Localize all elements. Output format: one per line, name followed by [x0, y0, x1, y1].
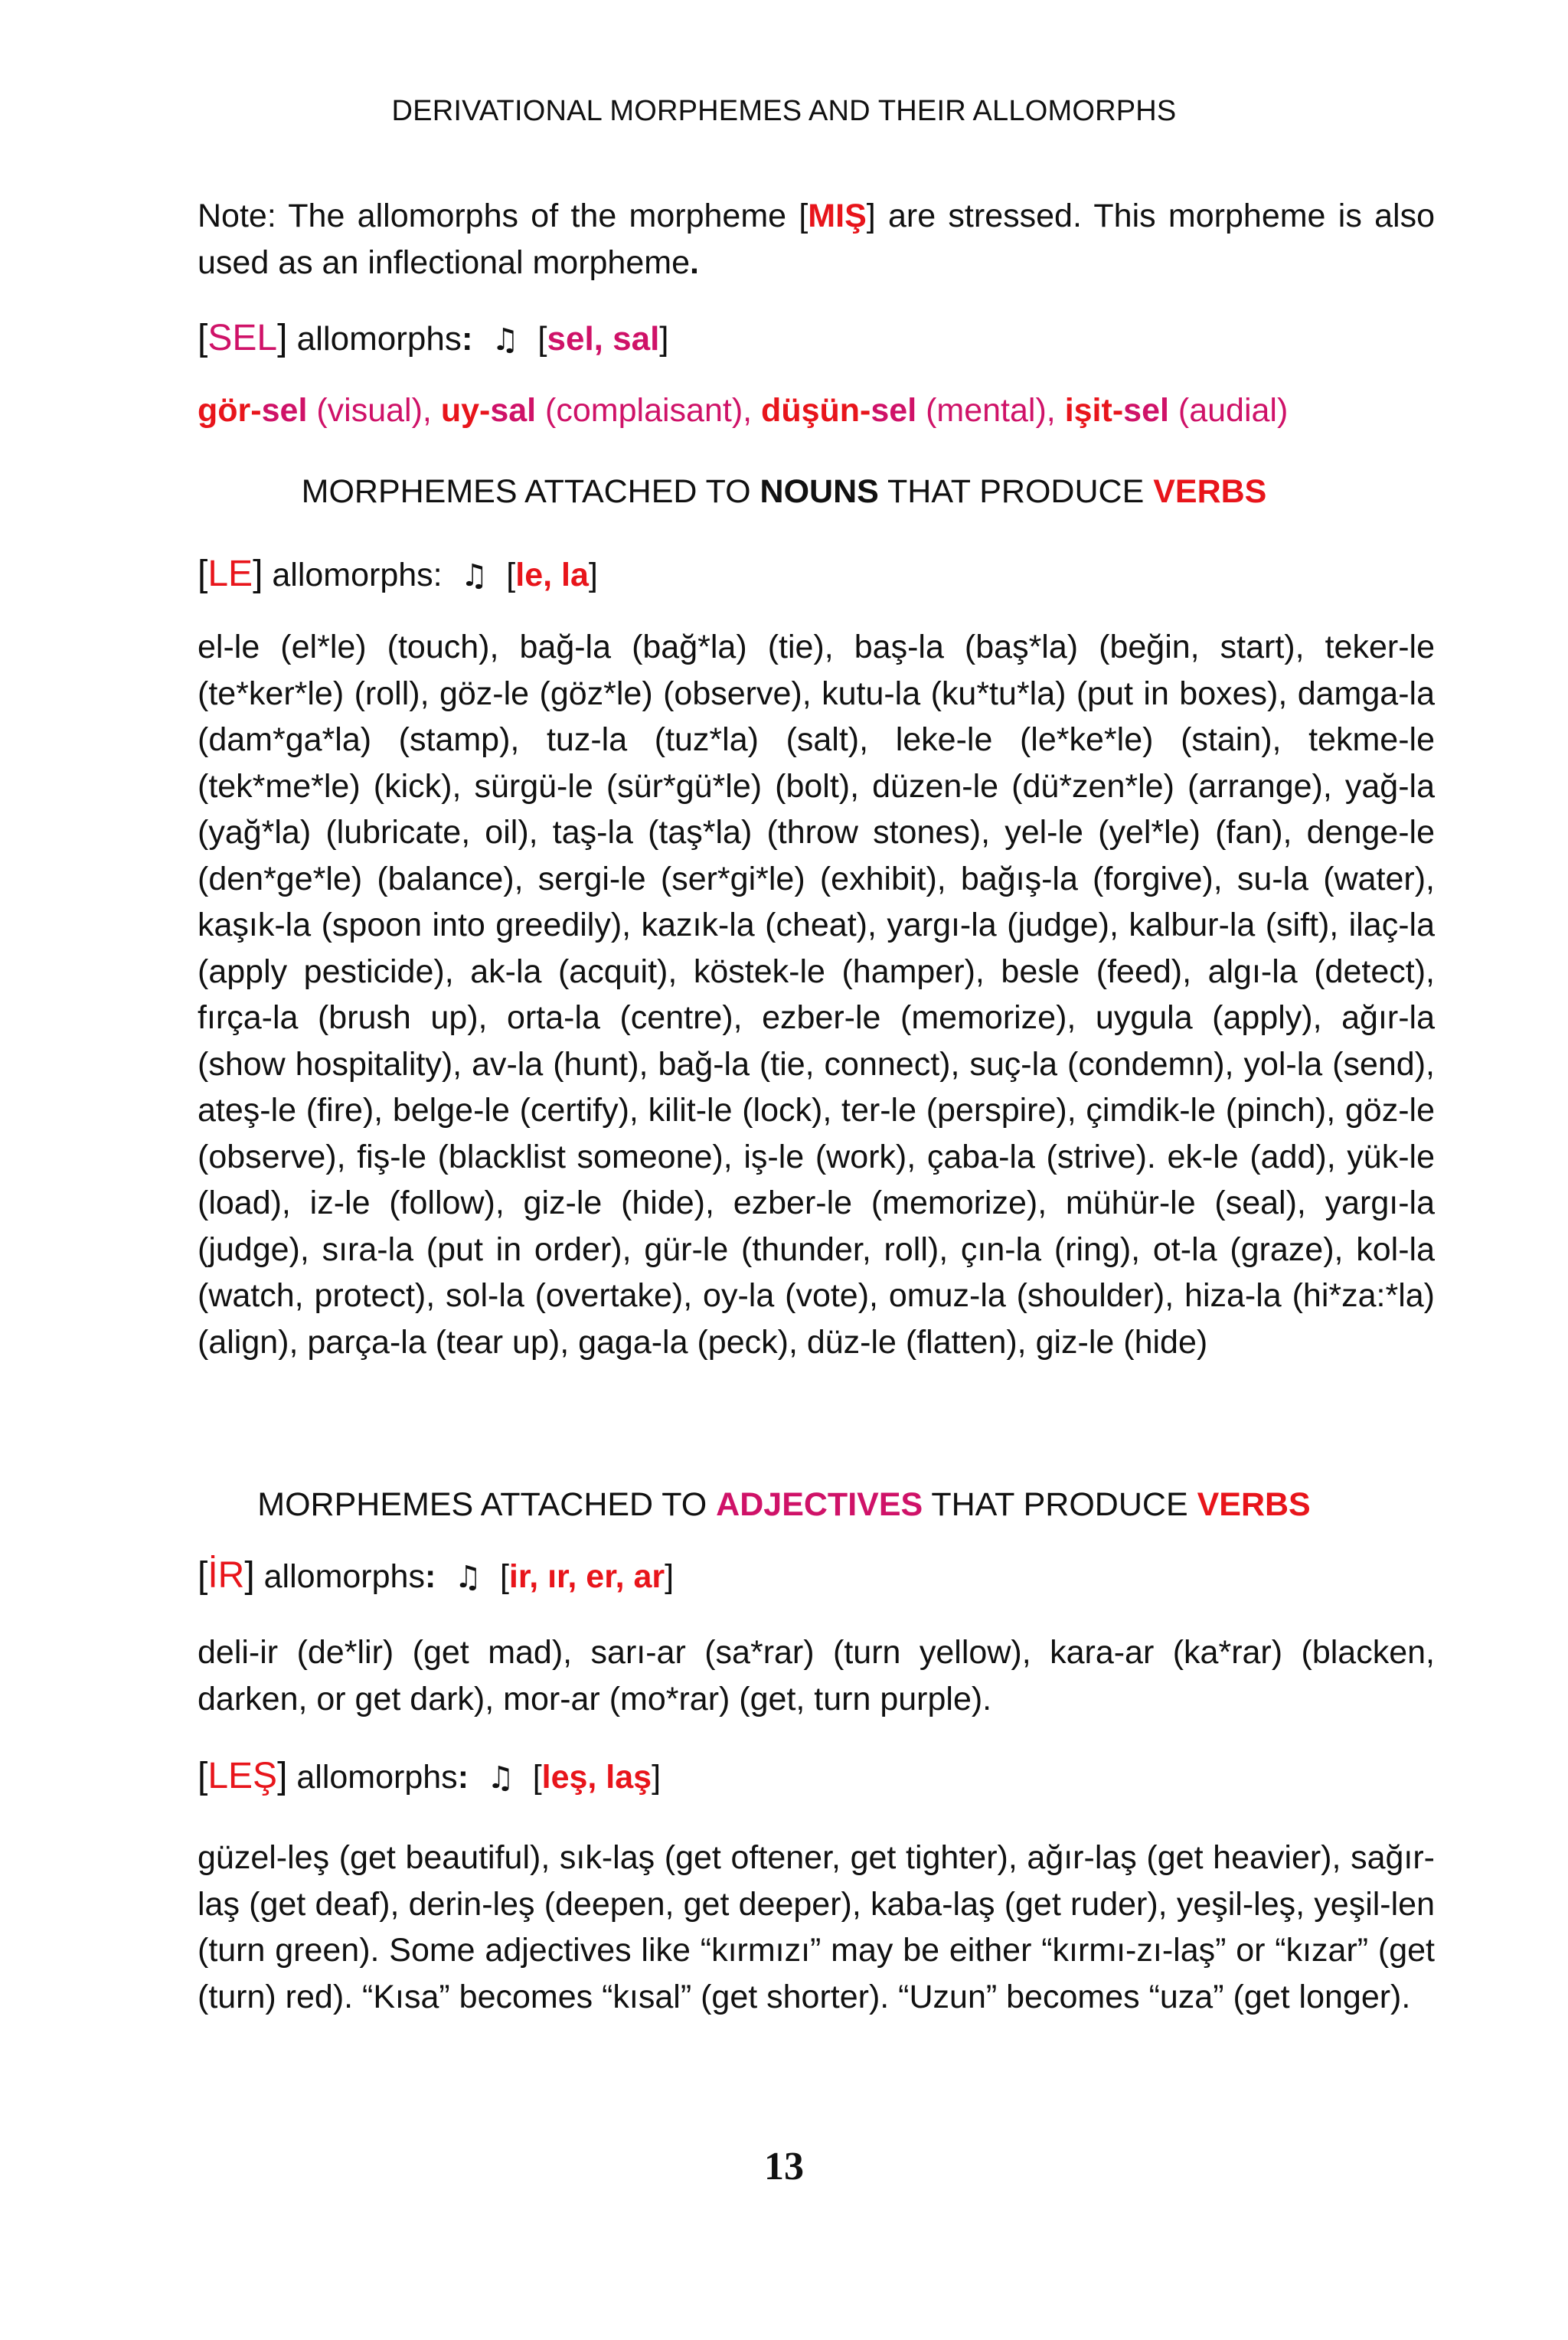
- le-allomorphs: le, la: [515, 557, 589, 593]
- morpheme-les: LEŞ: [207, 1756, 278, 1796]
- example-item: gör-sel (visual),: [198, 392, 441, 429]
- music-note-icon: ♫: [491, 322, 519, 358]
- example-item: uy-sal (complaisant),: [440, 392, 762, 429]
- ir-allomorphs: ir, ır, er, ar: [508, 1558, 665, 1595]
- ir-examples-paragraph: deli-ir (de*lir) (get mad), sarı-ar (sa*rar) (turn yellow), kara-ar (ka*rar) (blacken, darken, or get dark), mor-ar (mo*rar) (get, turn purple).: [198, 1634, 1435, 1717]
- les-allomorph-line: [LEŞ] allomorphs: ♫ [leş, laş]: [198, 1756, 662, 1796]
- les-allomorphs: leş, laş: [541, 1759, 652, 1796]
- ir-allomorph-line: [İR] allomorphs: ♫ [ir, ır, er, ar]: [198, 1555, 675, 1596]
- note-paragraph: Note: The allomorphs of the morpheme [MIŞ] are stressed. This morpheme is also used as an inflectional morpheme.: [198, 198, 1435, 281]
- le-allomorph-line: [LE] allomorphs: ♫ [le, la]: [198, 554, 598, 594]
- les-examples-paragraph: güzel-leş (get beautiful), sık-laş (get oftener, get tighter), ağır-laş (get heavier), sağır-laş (get deaf), derin-leş (deepen, get deeper), kaba-laş (get ruder), yeşil-leş, yeşil-len (turn green). Some adjectives like “kırmızı” may be either “kırmı-zı-laş” or “kızar” (get (turn) red). “Kısa” becomes “kısal” (get shorter). “Uzun” becomes “uza” (get longer).: [198, 1839, 1435, 2015]
- morpheme-ir: İR: [207, 1555, 245, 1596]
- example-item: düşün-sel (mental),: [761, 392, 1065, 429]
- example-item: işit-sel (audial): [1064, 392, 1289, 429]
- morpheme-mis: MIŞ: [808, 198, 867, 234]
- sel-examples: [198, 387, 1435, 434]
- music-note-icon: ♫: [460, 558, 488, 593]
- section-heading-nouns: MORPHEMES ATTACHED TO NOUNS THAT PRODUCE VERBS: [301, 473, 1267, 510]
- sel-allomorphs: sel, sal: [547, 320, 660, 358]
- morpheme-le: LE: [207, 554, 253, 594]
- music-note-icon: ♫: [486, 1760, 514, 1796]
- section-heading-adjectives: MORPHEMES ATTACHED TO ADJECTIVES THAT PRODUCE VERBS: [257, 1486, 1311, 1523]
- running-header: DERIVATIONAL MORPHEMES AND THEIR ALLOMORPHS: [391, 95, 1177, 127]
- morpheme-sel: SEL: [207, 318, 278, 358]
- music-note-icon: ♫: [454, 1560, 482, 1595]
- sel-allomorph-line: [SEL] allomorphs: ♫ [sel, sal]: [198, 318, 669, 358]
- page-number: 13: [764, 2145, 804, 2188]
- le-examples-paragraph: el-le (el*le) (touch), bağ-la (bağ*la) (tie), baş-la (baş*la) (beğin, start), teker-le (te*ker*le) (roll), göz-le (göz*le) (observe), kutu-la (ku*tu*la) (put in boxes), damga-la (dam*ga*la) (stamp), tuz-la (tuz*la) (salt), leke-le (le*ke*le) (stain), tekme-le (tek*me*le) (kick), sürgü-le (sür*gü*le) (bolt), düzen-le (dü*zen*le) (arrange), yağ-la (yağ*la) (lubricate, oil), taş-la (taş*la) (throw stones), yel-le (yel*le) (fan), denge-le (den*ge*le) (balance), sergi-le (ser*gi*le) (exhibit), bağış-la (forgive), su-la (water), kaşık-la (spoon into greedily), kazık-la (cheat), yargı-la (judge), kalbur-la (sift), ilaç-la (apply pesticide), ak-la (acquit), köstek-le (hamper), besle (feed), algı-la (detect), fırça-la (brush up), orta-la (centre), ezber-le (memorize), uygula (apply), ağır-la (show hospitality), av-la (hunt), bağ-la (tie, connect), suç-la (condemn), yol-la (send), ateş-le (fire), belge-le (certify), kilit-le (lock), ter-le (perspire), çimdik-le (pinch), göz-le (observe), fiş-le (blacklist someone), iş-le (work), çaba-la (strive). ek-le (add), yük-le (load), iz-le (follow), giz-le (hide), ezber-le (memorize), mühür-le (seal), yargı-la (judge), sıra-la (put in order), gür-le (thunder, roll), çın-la (ring), ot-la (graze), kol-la (watch, protect), sol-la (overtake), oy-la (vote), omuz-la (shoulder), hiza-la (hi*za:*la) (align), parça-la (tear up), gaga-la (peck), düz-le (flatten), giz-le (hide): [198, 629, 1435, 1361]
